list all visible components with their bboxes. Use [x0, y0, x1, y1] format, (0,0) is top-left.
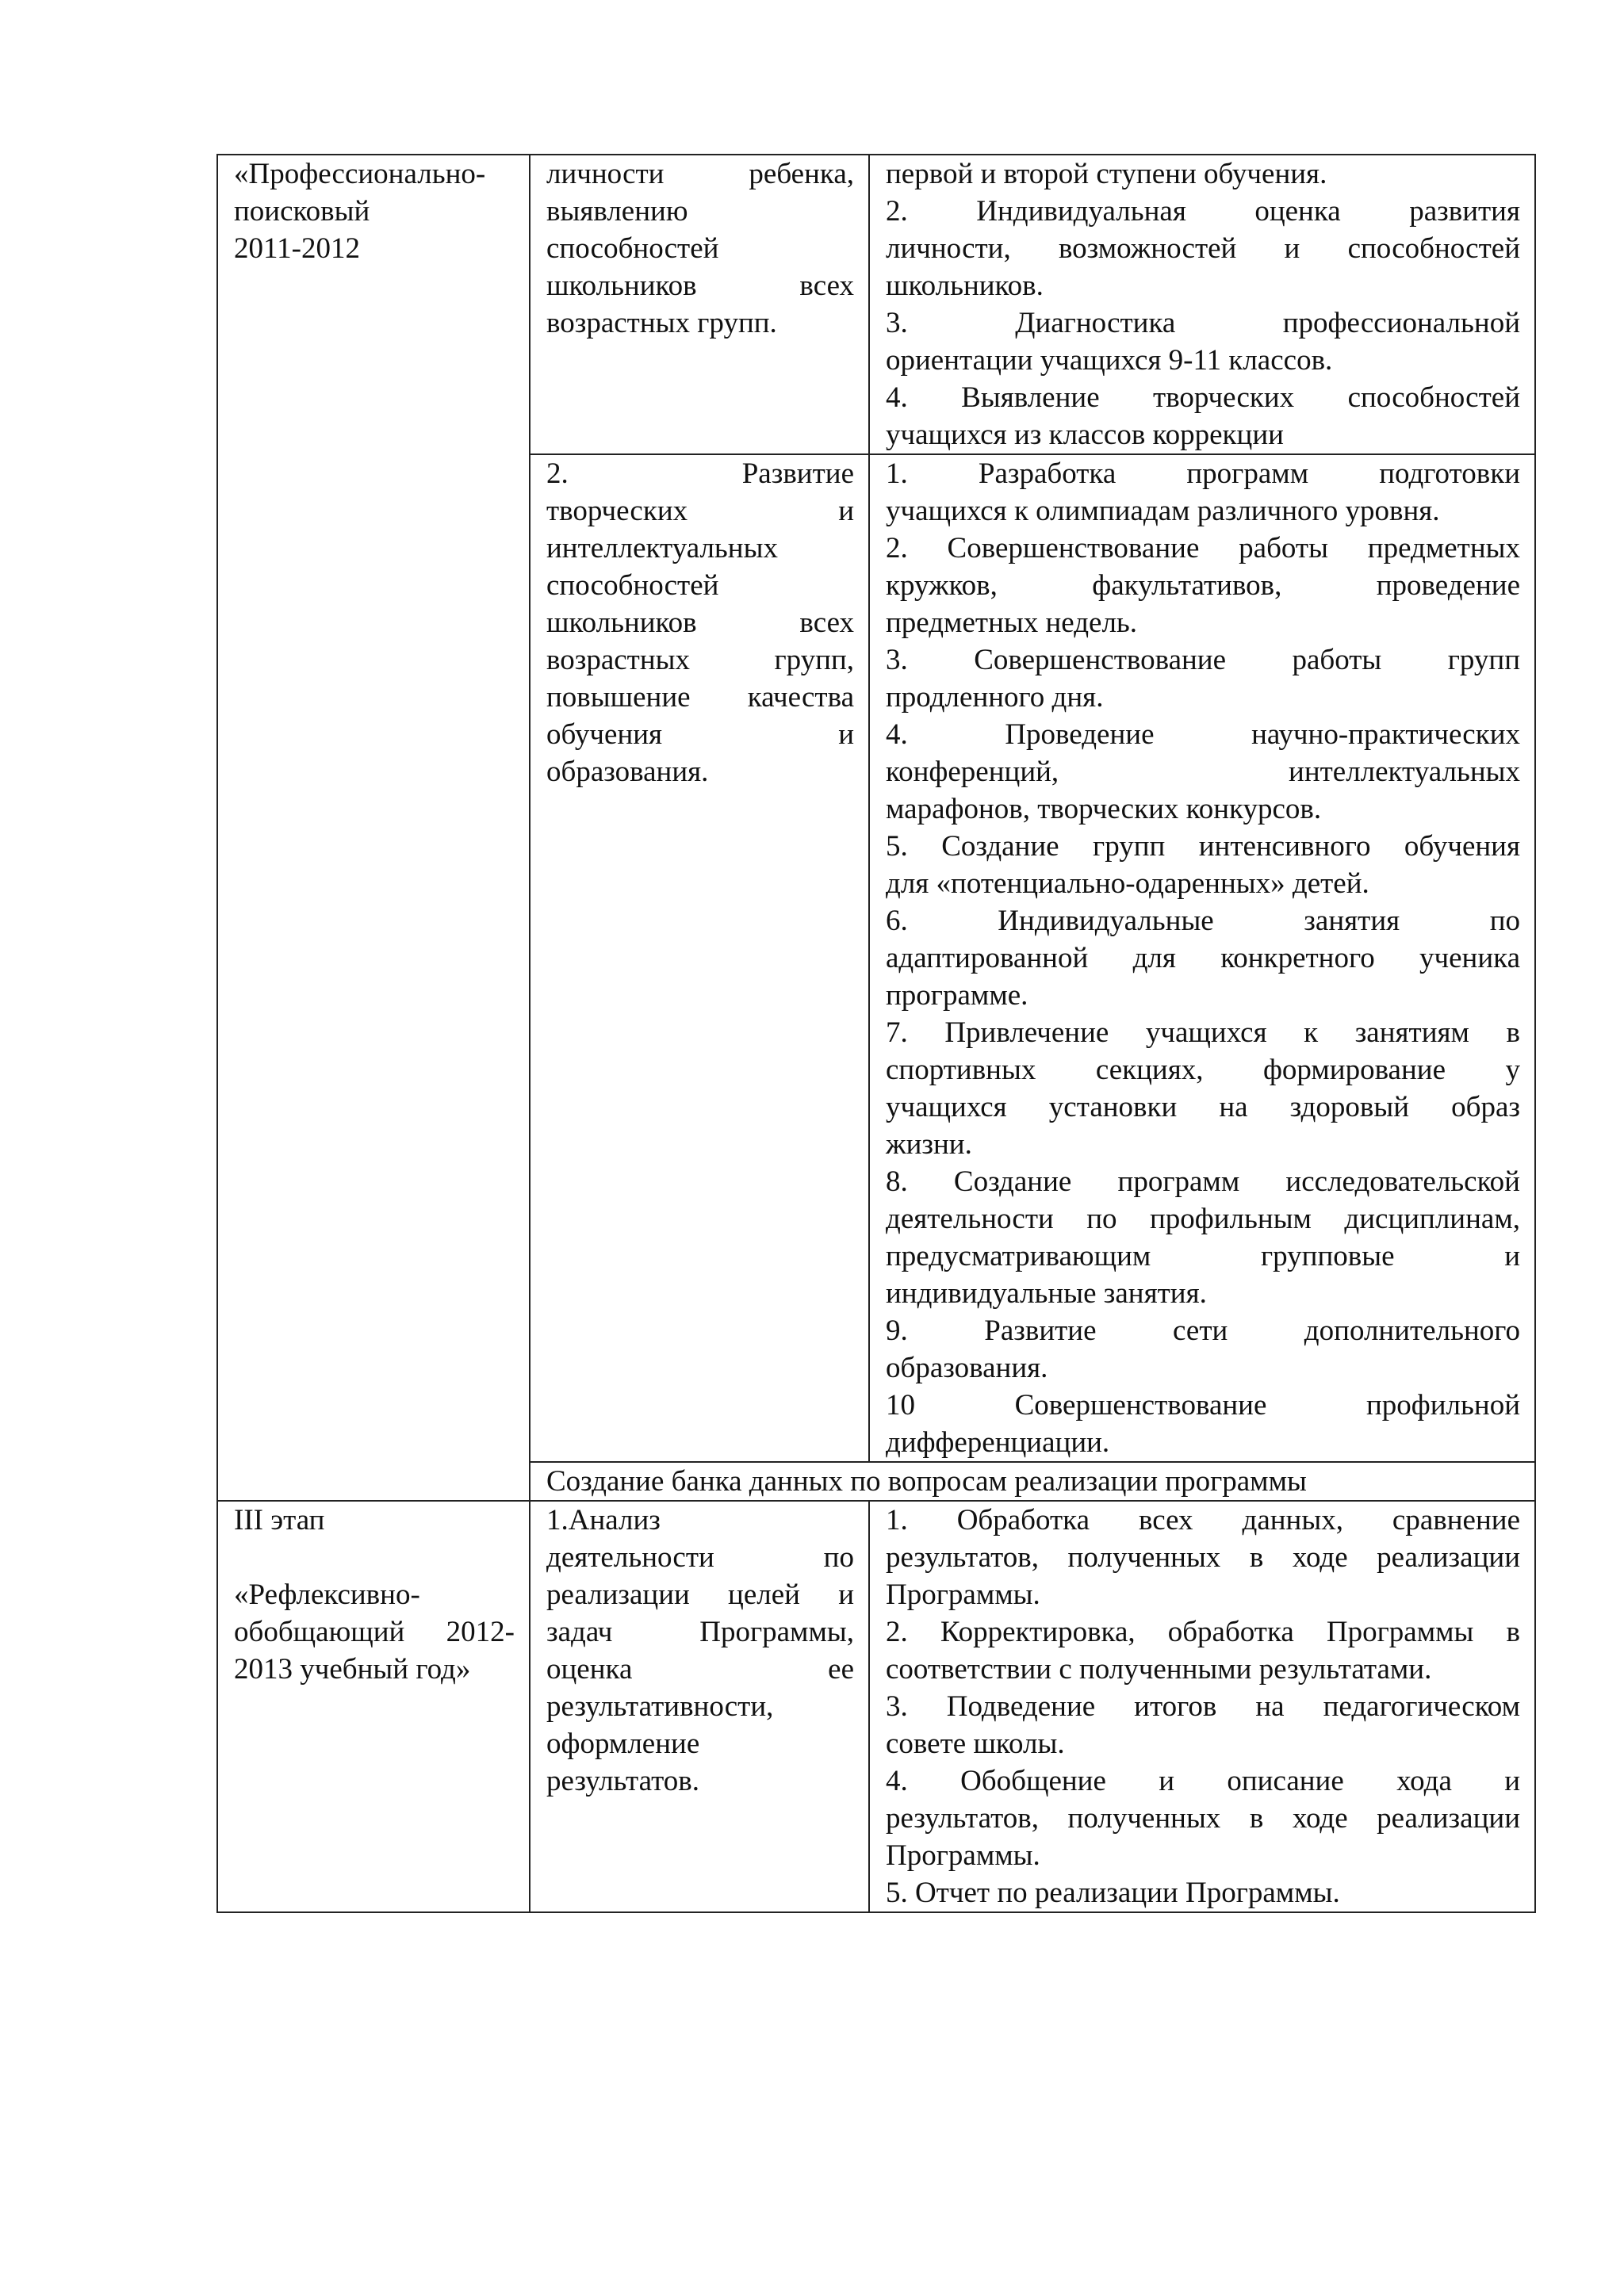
program-plan-table — [216, 154, 1536, 1913]
list-item-line: соответствии с полученными результатами. — [886, 1653, 1432, 1686]
list-item-line: спортивных секциях, формирование у — [886, 1054, 1520, 1086]
list-item: 3. Диагностика профессиональной — [886, 307, 1520, 339]
task-line: 1.Анализ — [546, 1504, 661, 1536]
activities-cell — [869, 454, 1535, 1462]
list-item-line: кружков, факультативов, проведение — [886, 569, 1520, 602]
task-line: оценка ее — [546, 1653, 854, 1686]
list-item-line: деятельности по профильным дисциплинам, — [886, 1203, 1520, 1235]
list-item: 8. Создание программ исследовательской — [886, 1165, 1520, 1198]
list-item: 3. Подведение итогов на педагогическом — [886, 1690, 1520, 1723]
list-item: 4. Проведение научно-практических — [886, 718, 1520, 751]
stage-label-line: обобщающий 2012- — [234, 1616, 515, 1648]
task-line: способностей — [546, 232, 719, 265]
task-line: образования. — [546, 756, 709, 788]
stage-label-line: «Профессионально- — [234, 158, 486, 190]
task-line: реализации целей и — [546, 1578, 854, 1611]
list-item-line: результатов, полученных в ходе реализации — [886, 1541, 1520, 1574]
task-line: способностей — [546, 569, 719, 602]
task-line: повышение качества — [546, 681, 854, 714]
list-item-line: адаптированной для конкретного ученика — [886, 942, 1520, 974]
stage-2-label-cell — [217, 155, 530, 1501]
list-item-line: предусматривающим групповые и — [886, 1240, 1520, 1272]
list-item-line: результатов, полученных в ходе реализации — [886, 1802, 1520, 1835]
list-item-line: Программы. — [886, 1578, 1040, 1611]
table-row — [217, 155, 1535, 454]
list-item: 1. Разработка программ подготовки — [886, 457, 1520, 490]
task-line: интеллектуальных — [546, 532, 778, 564]
task-line: возрастных групп. — [546, 307, 777, 339]
list-item-line: программе. — [886, 979, 1028, 1012]
list-item: 10 Совершенствование профильной — [886, 1389, 1520, 1422]
list-item-line: школьников. — [886, 270, 1044, 302]
task-cell — [530, 454, 869, 1462]
task-line: школьников всех — [546, 270, 854, 302]
list-item-line: личности, возможностей и способностей — [886, 232, 1520, 265]
list-item: 2. Корректировка, обработка Программы в — [886, 1616, 1520, 1648]
list-item-line: продленного дня. — [886, 681, 1104, 714]
task-line: результатов. — [546, 1765, 700, 1797]
task-cell — [530, 155, 869, 454]
list-item-line: жизни. — [886, 1128, 972, 1161]
task-line: возрастных групп, — [546, 644, 854, 676]
databank-text: Создание банка данных по вопросам реализации программы — [546, 1465, 1307, 1498]
list-item-line: ориентации учащихся 9-11 классов. — [886, 344, 1333, 377]
stage-3-label-cell — [217, 1501, 530, 1912]
list-item-line: учащихся к олимпиадам различного уровня. — [886, 495, 1440, 527]
task-line: выявлению — [546, 195, 688, 228]
task-line: школьников всех — [546, 607, 854, 639]
list-item-line: учащихся установки на здоровый образ — [886, 1091, 1520, 1123]
list-item-line: дифференциации. — [886, 1426, 1110, 1459]
task-line: задач Программы, — [546, 1616, 854, 1648]
stage-title: III этап — [234, 1504, 325, 1536]
list-item: 1. Обработка всех данных, сравнение — [886, 1504, 1520, 1536]
task-line: оформление — [546, 1728, 700, 1760]
list-item: 6. Индивидуальные занятия по — [886, 905, 1520, 937]
task-line: личности ребенка, — [546, 158, 854, 190]
stage-label-line: 2013 учебный год» — [234, 1653, 471, 1686]
list-item-line: учащихся из классов коррекции — [886, 419, 1284, 451]
activities-cell — [869, 1501, 1535, 1912]
activities-cell — [869, 155, 1535, 454]
task-line: результативности, — [546, 1690, 774, 1723]
task-cell — [530, 1501, 869, 1912]
list-item-line: совете школы. — [886, 1728, 1065, 1760]
list-item: 9. Развитие сети дополнительного — [886, 1314, 1520, 1347]
task-line: 2. Развитие — [546, 457, 854, 490]
table-row — [217, 1501, 1535, 1912]
databank-cell — [530, 1462, 1535, 1501]
list-item: 7. Привлечение учащихся к занятиям в — [886, 1016, 1520, 1049]
stage-label-line: поисковый — [234, 195, 370, 228]
list-item: 2. Совершенствование работы предметных — [886, 532, 1520, 564]
list-item: 2. Индивидуальная оценка развития — [886, 195, 1520, 228]
list-item: первой и второй ступени обучения. — [886, 158, 1327, 190]
task-line: творческих и — [546, 495, 854, 527]
list-item: 5. Создание групп интенсивного обучения — [886, 830, 1520, 863]
list-item: 4. Выявление творческих способностей — [886, 381, 1520, 414]
list-item: 4. Обобщение и описание хода и — [886, 1765, 1520, 1797]
stage-label-line: «Рефлексивно- — [234, 1578, 420, 1611]
list-item-line: конференций, интеллектуальных — [886, 756, 1520, 788]
list-item-line: индивидуальные занятия. — [886, 1277, 1207, 1310]
task-line: обучения и — [546, 718, 854, 751]
list-item-line: образования. — [886, 1352, 1048, 1384]
stage-label-line: 2011-2012 — [234, 232, 360, 265]
task-line: деятельности по — [546, 1541, 854, 1574]
list-item-line: предметных недель. — [886, 607, 1138, 639]
list-item-line: Программы. — [886, 1839, 1040, 1872]
list-item: 5. Отчет по реализации Программы. — [886, 1877, 1340, 1909]
list-item-line: марафонов, творческих конкурсов. — [886, 793, 1322, 825]
list-item-line: для «потенциально-одаренных» детей. — [886, 867, 1369, 900]
list-item: 3. Совершенствование работы групп — [886, 644, 1520, 676]
